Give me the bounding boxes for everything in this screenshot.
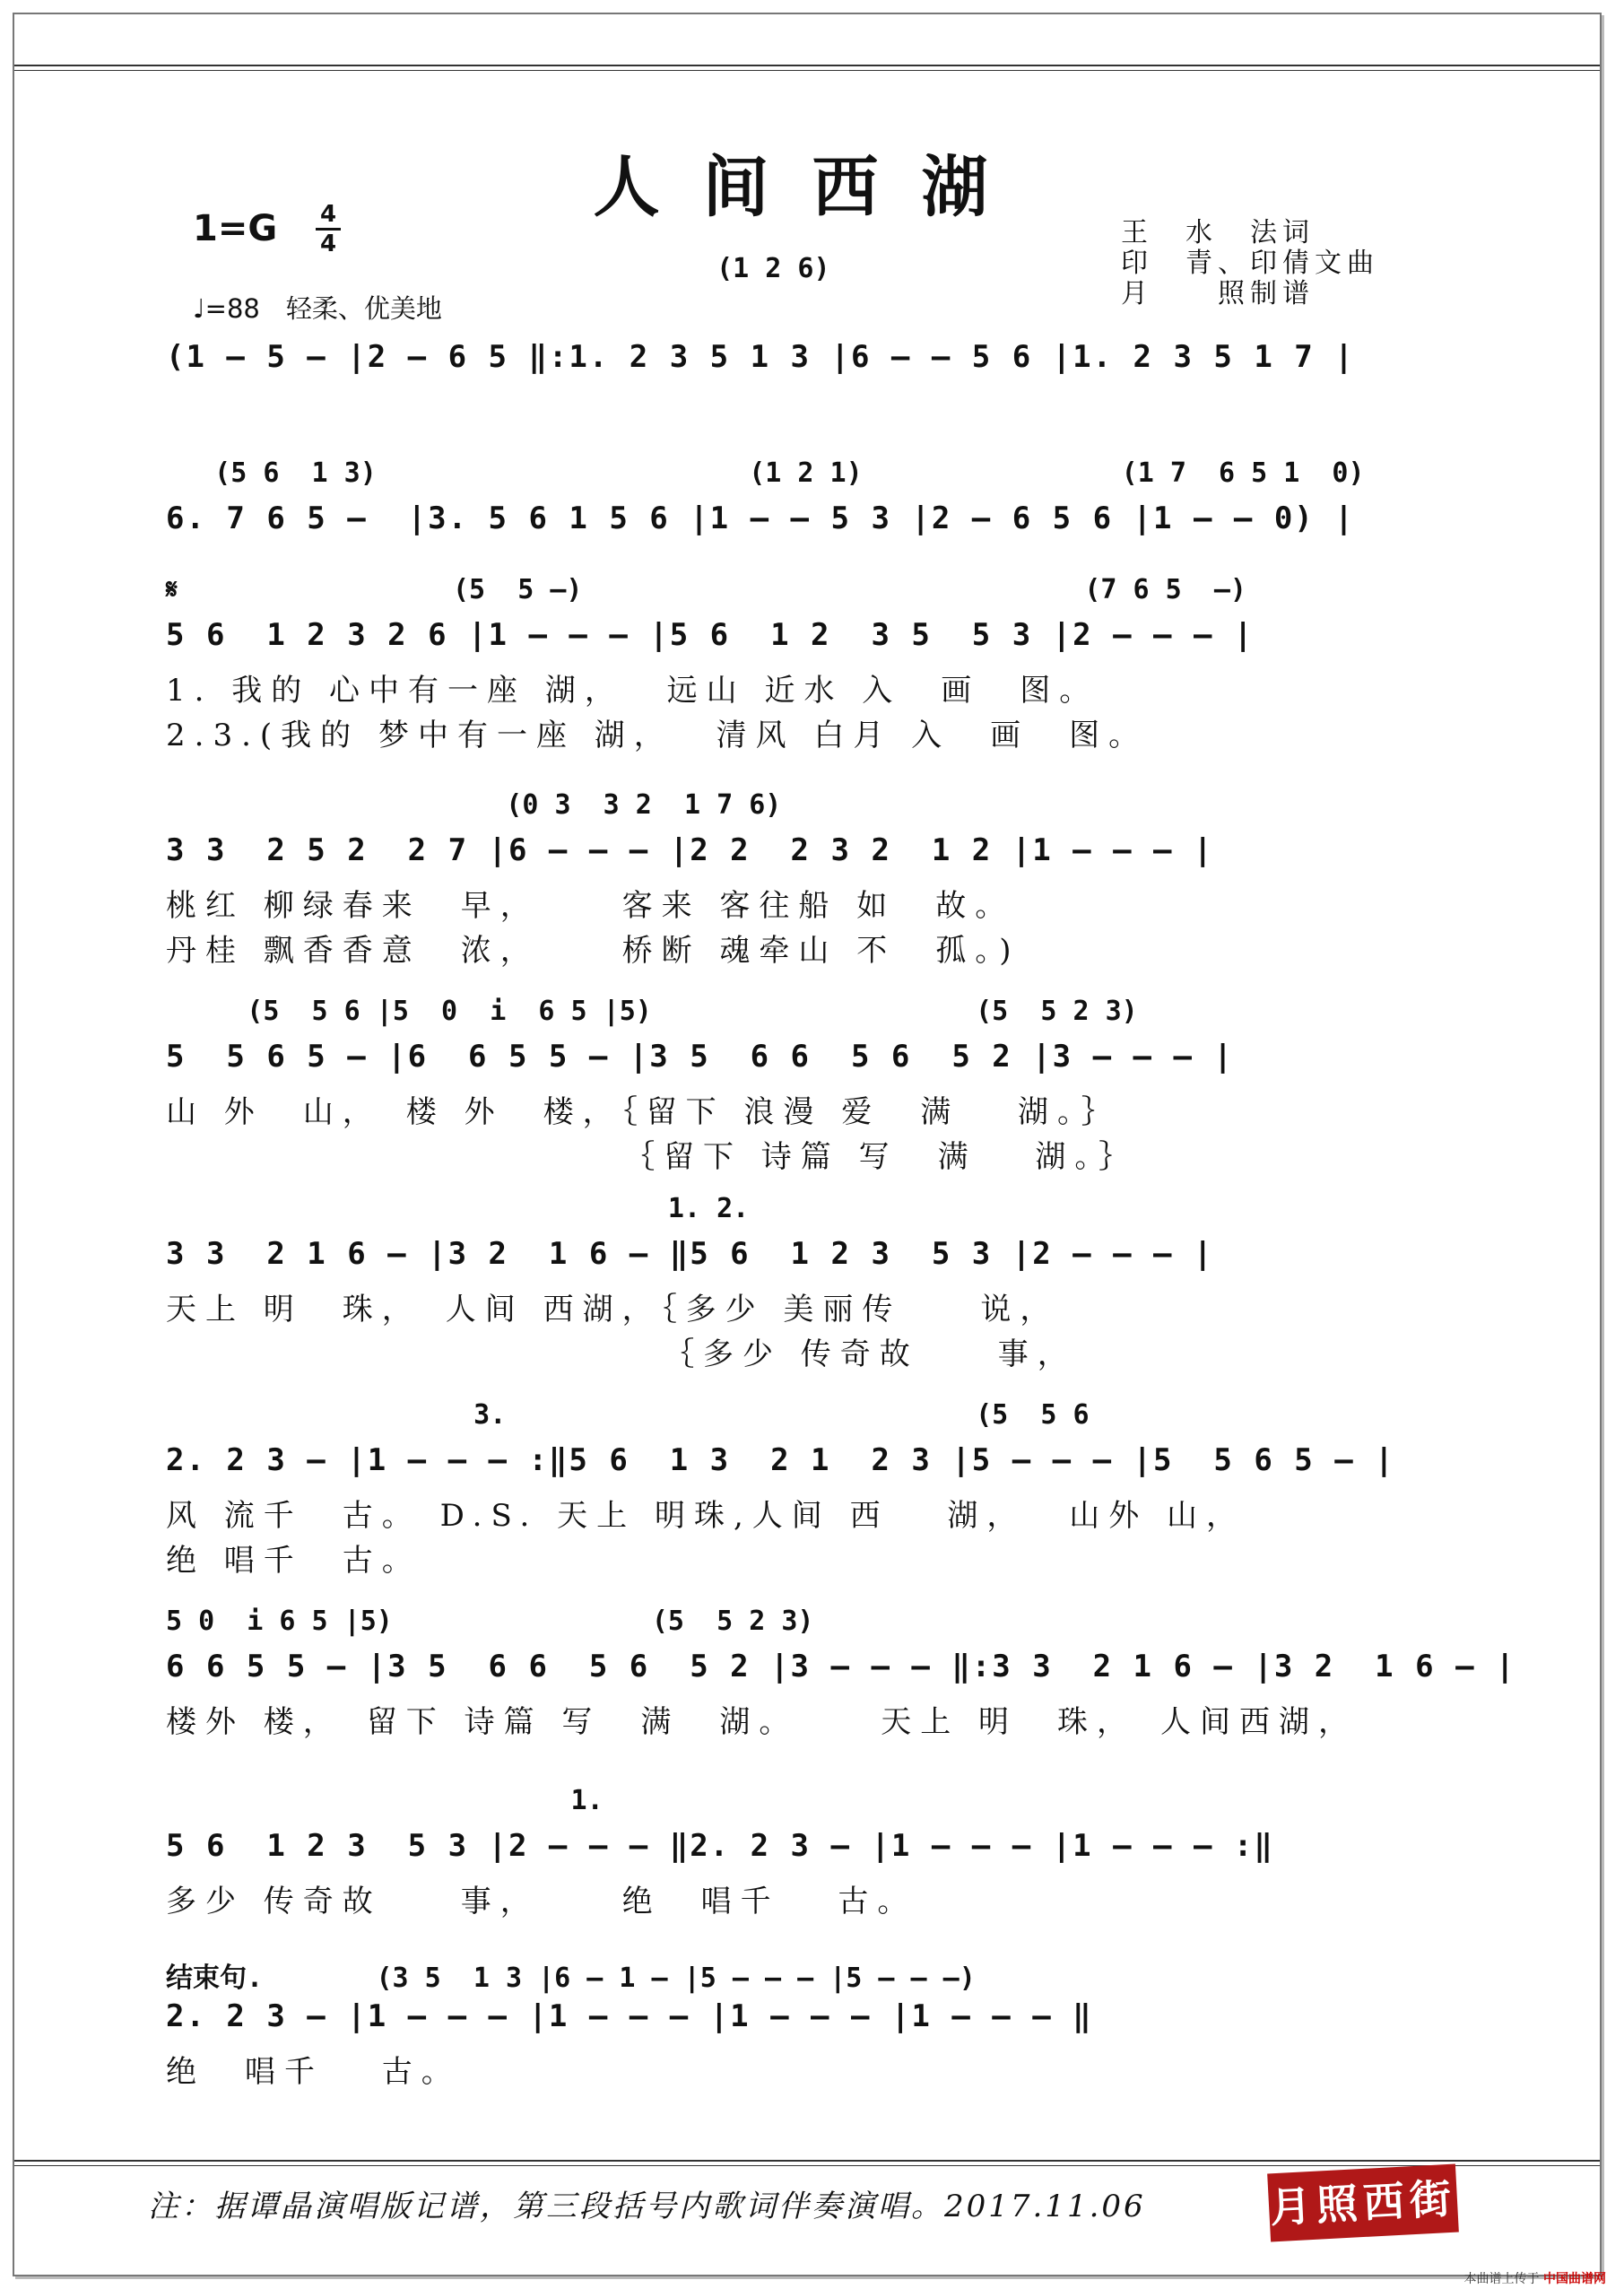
top-rule-thin [14, 70, 1600, 71]
lyric-line-1: 天上 明 珠， 人间 西湖，｛多少 美丽传 说， [166, 1292, 1060, 1327]
lyricist-credit: 王 水 法词 [1121, 217, 1315, 248]
notation-line: 3 3 2 1 6 – |3 2 1 6 – ‖5 6 1 2 3 5 3 |2 – – – | [166, 1236, 1214, 1272]
accompaniment-line: 1. 2. [166, 1193, 750, 1224]
notation-line: 3 3 2 5 2 2 7 |6 – – – |2 2 2 3 2 1 2 |1 – – – | [166, 832, 1214, 868]
lyric-line-1: 绝 唱千 古。 [166, 2054, 461, 2090]
composer-credit: 印 青、印倩文曲 [1121, 248, 1379, 279]
accompaniment-line: 𝄋 (5 5 –) (7 6 5 –) [166, 574, 1246, 605]
accompaniment-line: (0 3 3 2 1 7 6) [166, 789, 782, 821]
score-row [166, 574, 1439, 753]
time-signature [316, 201, 341, 257]
lyric-line-2: 绝 唱千 古。 [166, 1543, 421, 1579]
lyric-line-2: 丹桂 飘香香意 浓， 桥断 魂牵山 不 孤。) [166, 933, 1020, 969]
lyric-line-1: 多少 传奇故 事， 绝 唱千 古。 [166, 1884, 917, 1919]
accompaniment-line: 1. [166, 1785, 604, 1816]
notation-line: 2. 2 3 – |1 – – – |1 – – – |1 – – – |1 – – – ‖ [166, 1998, 1093, 2034]
notation-line: 6. 7 6 5 – |3. 5 6 1 5 6 |1 – – 5 3 |2 – 6 5 6 |1 – – 0) | [166, 500, 1355, 536]
accompaniment-line: 5 0 i 6 5 |5) (5 5 2 3) [166, 1606, 814, 1637]
notation-line: 5 5 6 5 – |6 6 5 5 – |3 5 6 6 5 6 5 2 |3 – – – | [166, 1039, 1234, 1075]
tempo-marking: ♩=88 轻柔、优美地 [193, 293, 442, 324]
score-row [166, 1399, 1439, 1579]
accompaniment-line: 3. (5 5 6 [166, 1399, 1090, 1431]
transcriber-credit: 月 照制谱 [1121, 278, 1315, 309]
notation-line: 5 6 1 2 3 5 3 |2 – – – ‖2. 2 3 – |1 – – – |1 – – – :‖ [166, 1828, 1274, 1864]
notation-line: (1 – 5 – |2 – 6 5 ‖:1. 2 3 5 1 3 |6 – – 5 6 |1. 2 3 5 1 7 | [166, 339, 1355, 375]
score-row [166, 1955, 1439, 2135]
upload-label: 本曲谱上传于 [1463, 2272, 1540, 2286]
score-row [166, 1785, 1439, 1964]
bottom-rule-thin [14, 2165, 1600, 2166]
footnote: 注：据谭晶演唱版记谱，第三段括号内歌词伴奏演唱。2017.11.06 [148, 2189, 1146, 2224]
stamp-logo: 月照西街 [1267, 2164, 1459, 2242]
lyric-line-2: 2.3.(我的 梦中有一座 湖， 清风 白月 入 画 图。 [166, 718, 1149, 753]
notation-line: 5 6 1 2 3 2 6 |1 – – – |5 6 1 2 3 5 5 3 |2 – – – | [166, 617, 1255, 653]
accompaniment-line: (1 2 6) [166, 253, 830, 284]
score-row [166, 996, 1439, 1175]
lyric-line-2: ｛留下 诗篇 写 满 湖。｝ [166, 1139, 1139, 1175]
upload-credit [1464, 2269, 1606, 2287]
lyric-line-1: 风 流千 古。 D.S. 天上 明珠,人间 西 湖， 山外 山， [166, 1498, 1246, 1534]
top-rule [14, 65, 1600, 66]
time-top: 4 [319, 201, 337, 228]
accompaniment-line: (5 6 1 3) (1 2 1) (1 7 6 5 1 0) [166, 457, 1365, 489]
lyric-line-1: 1. 我的 心中有一座 湖， 远山 近水 入 画 图。 [166, 673, 1099, 709]
lyric-line-1: 桃红 柳绿春来 早， 客来 客往船 如 故。 [166, 888, 1015, 924]
bottom-rule [14, 2160, 1600, 2162]
key-signature: 1=G [193, 208, 278, 249]
notation-line: 2. 2 3 – |1 – – – :‖5 6 1 3 2 1 2 3 |5 – – – |5 5 6 5 – | [166, 1442, 1395, 1478]
lyric-line-1: 山 外 山， 楼 外 楼，｛留下 浪漫 爱 满 湖。｝ [166, 1094, 1122, 1130]
score-row [166, 789, 1439, 969]
song-title: 人间西湖 [593, 149, 1031, 226]
score-row [166, 1193, 1439, 1372]
notation-line: 6 6 5 5 – |3 5 6 6 5 6 5 2 |3 – – – ‖:3 3 2 1 6 – |3 2 1 6 – | [166, 1649, 1516, 1684]
site-name: 中国曲谱网 [1543, 2272, 1606, 2286]
time-bottom: 4 [319, 231, 337, 257]
lyric-line-1: 楼外 楼， 留下 诗篇 写 满 湖。 天上 明 珠， 人间西湖， [166, 1704, 1359, 1740]
score-row [166, 1606, 1516, 1785]
accompaniment-line: (5 5 6 |5 0 i 6 5 |5) (5 5 2 3) [166, 996, 1138, 1027]
accompaniment-line: 结束句. (3 5 1 3 |6 – 1 – |5 – – – |5 – – –) [166, 1963, 976, 1994]
lyric-line-2: ｛多少 传奇故 事， [166, 1336, 1077, 1372]
